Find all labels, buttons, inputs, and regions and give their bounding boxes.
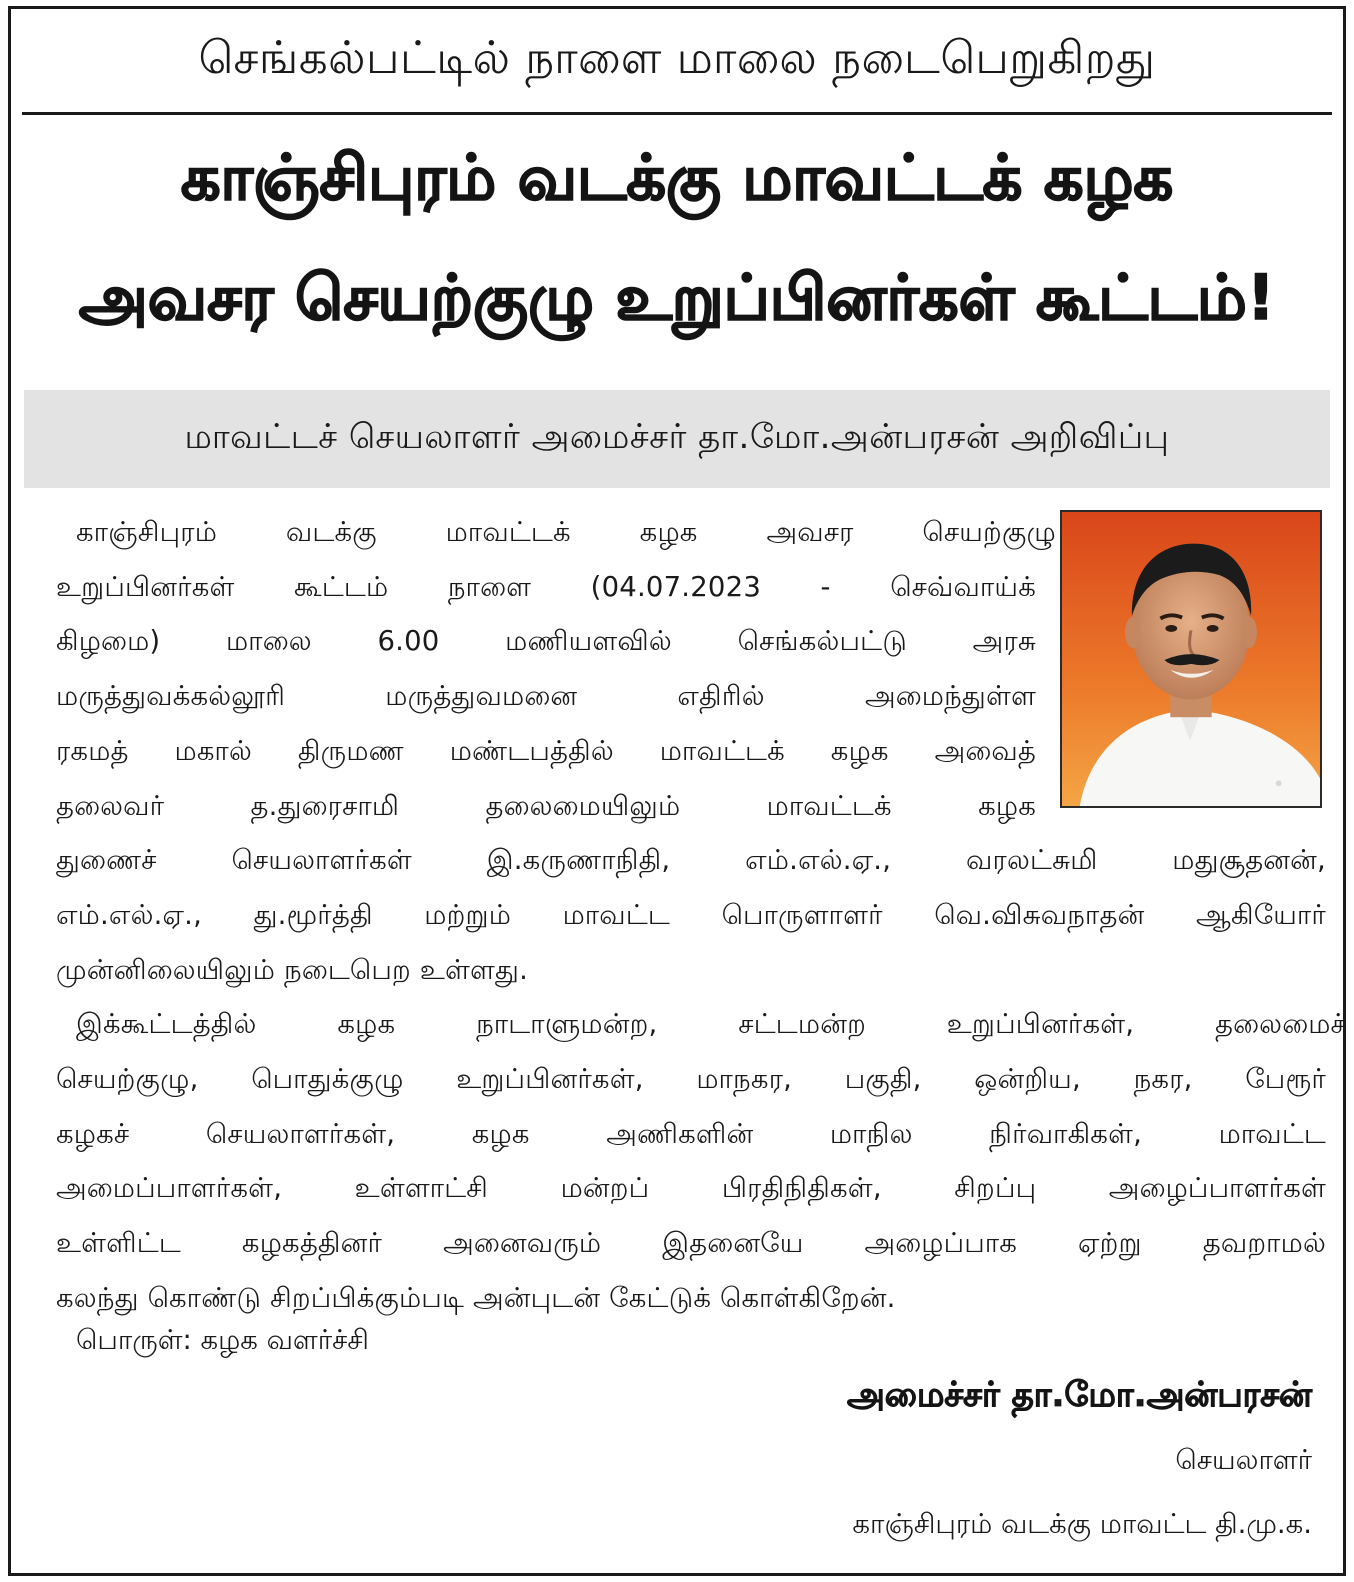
signatory-organization: காஞ்சிபுரம் வடக்கு மாவட்ட தி.மு.க. bbox=[852, 1508, 1312, 1540]
body-line: தலைவர் த.துரைசாமி தலைமையிலும் மாவட்டக் கழக bbox=[56, 789, 1036, 822]
body-line: மருத்துவக்கல்லூரி மருத்துவமனை எதிரில் அமைந்துள்ள bbox=[56, 680, 1036, 713]
subheading-band: மாவட்டச் செயலாளர் அமைச்சர் தா.மோ.அன்பரசன் அறிவிப்பு bbox=[24, 390, 1330, 488]
body-line: அமைப்பாளர்கள், உள்ளாட்சி மன்றப் பிரதிநிதிகள், சிறப்பு அழைப்பாளர்கள் bbox=[56, 1172, 1326, 1205]
signatory-name: அமைச்சர் தா.மோ.அன்பரசன் bbox=[847, 1375, 1312, 1415]
announcement-body bbox=[56, 505, 1346, 1326]
main-headline-line-1: காஞ்சிபுரம் வடக்கு மாவட்டக் கழக bbox=[180, 141, 1174, 214]
main-headline-line-2: அவசர செயற்குழு உறுப்பினர்கள் கூட்டம்! bbox=[78, 261, 1276, 334]
body-line: செயற்குழு, பொதுக்குழு உறுப்பினர்கள், மாநகர, பகுதி, ஒன்றிய, நகர, பேரூர் bbox=[56, 1063, 1326, 1096]
kicker-divider bbox=[22, 112, 1332, 115]
body-line: கழகச் செயலாளர்கள், கழக அணிகளின் மாநில நிர்வாகிகள், மாவட்ட bbox=[56, 1117, 1326, 1150]
body-line: எம்.எல்.ஏ., து.மூர்த்தி மற்றும் மாவட்ட பொருளாளர் வெ.விசுவநாதன் ஆகியோர் bbox=[56, 898, 1326, 931]
body-line: துணைச் செயலாளர்கள் இ.கருணாநிதி, எம்.எல்.ஏ., வரலட்சுமி மதுசூதனன், bbox=[56, 844, 1326, 877]
signatory-role: செயலாளர் bbox=[1175, 1444, 1312, 1476]
body-line: உள்ளிட்ட கழகத்தினர் அனைவரும் இதனையே அழைப்பாக ஏற்று தவறாமல் bbox=[56, 1227, 1326, 1260]
subject-line: பொருள்: கழக வளர்ச்சி bbox=[76, 1324, 369, 1356]
body-line: கலந்து கொண்டு சிறப்பிக்கும்படி அன்புடன் கேட்டுக் கொள்கிறேன். bbox=[56, 1281, 896, 1314]
body-line: உறுப்பினர்கள் கூட்டம் நாளை (04.07.2023 - செவ்வாய்க் bbox=[56, 570, 1036, 603]
paragraph-1 bbox=[56, 505, 1332, 997]
body-line: ரகமத் மகால் திருமண மண்டபத்தில் மாவட்டக் கழக அவைத் bbox=[56, 734, 1036, 767]
body-line: காஞ்சிபுரம் வடக்கு மாவட்டக் கழக அவசர செயற்குழு bbox=[76, 516, 1056, 548]
body-line: முன்னிலையிலும் நடைபெற உள்ளது. bbox=[56, 953, 529, 986]
body-line: இக்கூட்டத்தில் கழக நாடாளுமன்ற, சட்டமன்ற உறுப்பினர்கள், தலைமைச் bbox=[76, 1008, 1346, 1041]
body-line: கிழமை) மாலை 6.00 மணியளவில் செங்கல்பட்டு அரசு bbox=[56, 625, 1036, 658]
paragraph-2 bbox=[56, 997, 1346, 1325]
kicker-headline: செங்கல்பட்டில் நாளை மாலை நடைபெறுகிறது bbox=[198, 30, 1156, 84]
